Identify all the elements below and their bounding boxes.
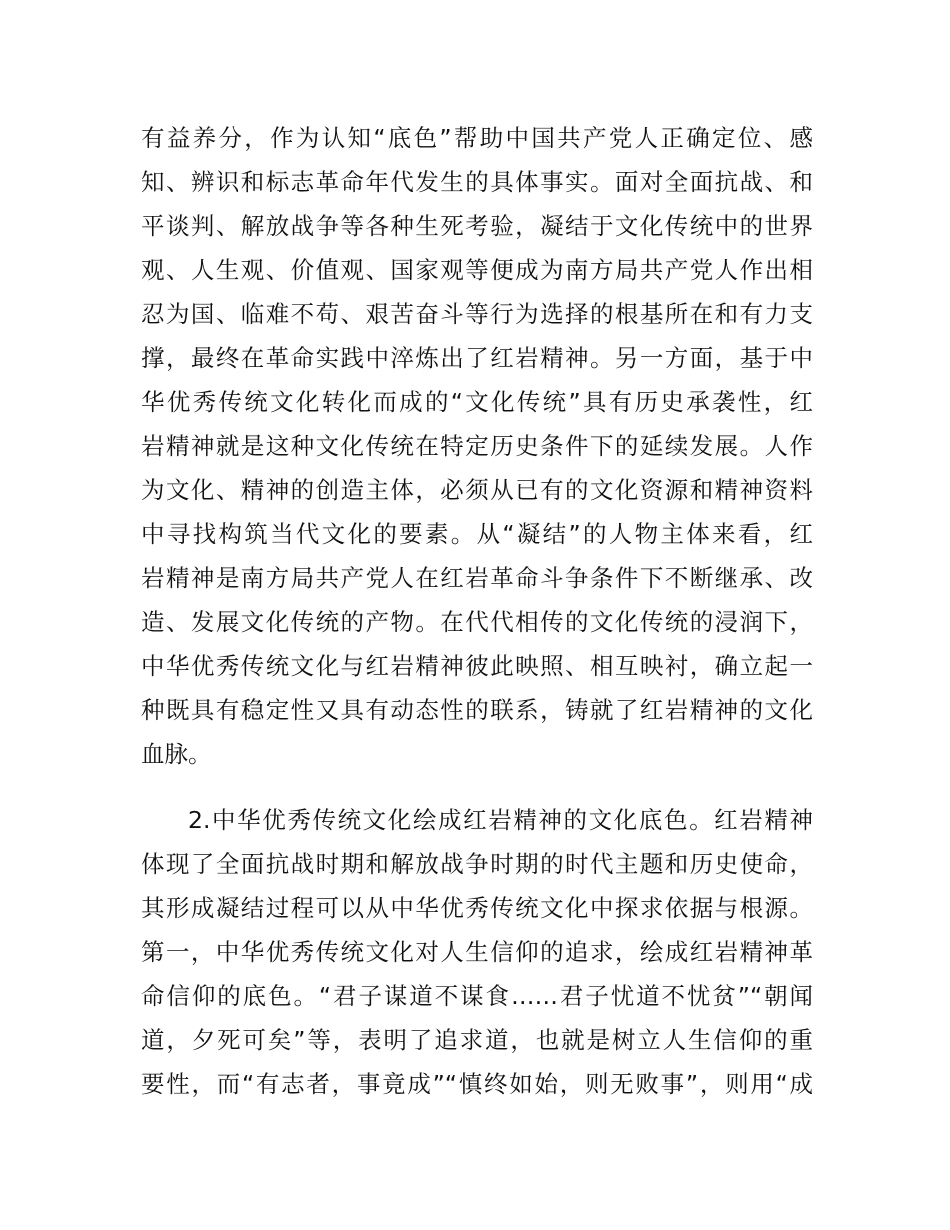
text-line: 忍为国、临难不苟、艰苦奋斗等行为选择的根基所在和有力支 bbox=[141, 300, 813, 328]
text-line: 造、发展文化传统的产物。在代代相传的文化传统的浸润下， bbox=[141, 608, 813, 636]
text-line: 道，夕死可矣”等，表明了追求道，也就是树立人生信仰的重 bbox=[141, 1026, 813, 1054]
text-line: 血脉。 bbox=[141, 740, 212, 768]
text-line: 有益养分，作为认知“底色”帮助中国共产党人正确定位、感 bbox=[141, 124, 813, 152]
text-line: 知、辨识和标志革命年代发生的具体事实。面对全面抗战、和 bbox=[141, 168, 813, 196]
text-line: 种既具有稳定性又具有动态性的联系，铸就了红岩精神的文化 bbox=[141, 696, 813, 724]
text-line-first: 2.中华优秀传统文化绘成红岩精神的文化底色。红岩精神 bbox=[188, 806, 813, 834]
text-line: 观、人生观、价值观、国家观等便成为南方局共产党人作出相 bbox=[141, 256, 813, 284]
text-line: 平谈判、解放战争等各种生死考验，凝结于文化传统中的世界 bbox=[141, 212, 813, 240]
paragraph-2 bbox=[141, 798, 813, 1106]
text-line: 为文化、精神的创造主体，必须从已有的文化资源和精神资料 bbox=[141, 476, 813, 504]
text-line: 岩精神就是这种文化传统在特定历史条件下的延续发展。人作 bbox=[141, 432, 813, 460]
text-line: 撑，最终在革命实践中淬炼出了红岩精神。另一方面，基于中 bbox=[141, 344, 813, 372]
text-line: 中寻找构筑当代文化的要素。从“凝结”的人物主体来看，红 bbox=[141, 520, 813, 548]
paragraph-1 bbox=[141, 116, 813, 776]
text-line: 岩精神是南方局共产党人在红岩革命斗争条件下不断继承、改 bbox=[141, 564, 813, 592]
document-body bbox=[141, 116, 813, 1106]
text-line: 华优秀传统文化转化而成的“文化传统”具有历史承袭性，红 bbox=[141, 388, 813, 416]
paragraph-spacer bbox=[141, 776, 813, 798]
text-line: 命信仰的底色。“君子谋道不谋食……君子忧道不忧贫”“朝闻 bbox=[141, 982, 813, 1010]
text-line: 中华优秀传统文化与红岩精神彼此映照、相互映衬，确立起一 bbox=[141, 652, 813, 680]
text-line: 要性，而“有志者，事竟成”“慎终如始，则无败事”，则用“成 bbox=[141, 1070, 813, 1098]
text-line: 第一，中华优秀传统文化对人生信仰的追求，绘成红岩精神革 bbox=[141, 938, 813, 966]
text-line: 体现了全面抗战时期和解放战争时期的时代主题和历史使命， bbox=[141, 850, 813, 878]
text-line: 其形成凝结过程可以从中华优秀传统文化中探求依据与根源。 bbox=[141, 894, 813, 922]
